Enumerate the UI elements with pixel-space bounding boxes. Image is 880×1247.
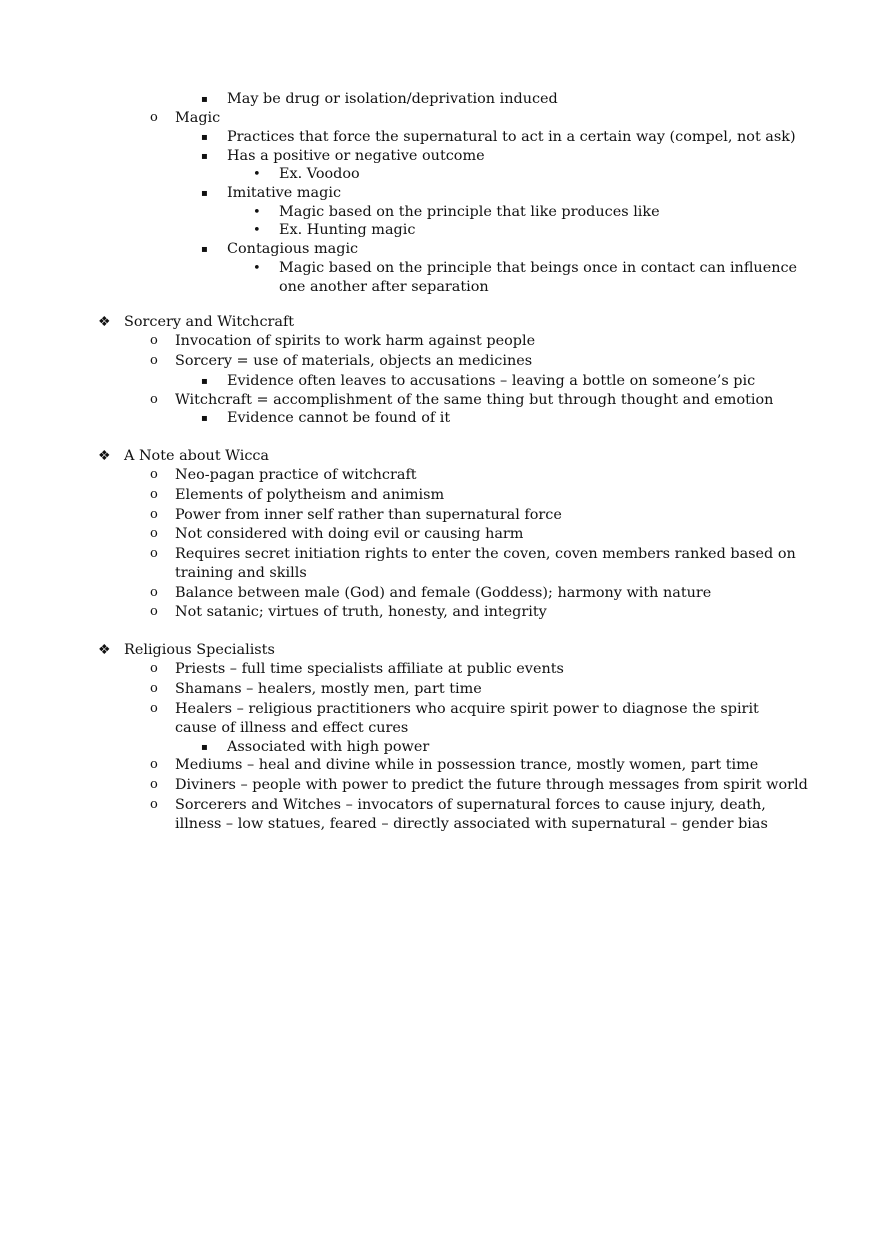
square-bullet-icon: ▪	[201, 413, 208, 424]
circle-bullet-icon: o	[150, 110, 158, 125]
circle-bullet-icon: o	[150, 701, 158, 716]
list-item-text: Diviners – people with power to predict the future through messages from spirit world	[175, 777, 808, 793]
circle-bullet-icon: o	[150, 353, 158, 368]
circle-bullet-icon: o	[150, 681, 158, 696]
square-bullet-icon: ▪	[201, 742, 208, 753]
list-item-text: Priests – full time specialists affiliate at public events	[175, 661, 564, 677]
diamond-bullet-icon: ❖	[98, 314, 111, 330]
list-item-text: May be drug or isolation/deprivation induced	[227, 91, 558, 107]
circle-bullet-icon: o	[150, 661, 158, 676]
section-title: A Note about Wicca	[124, 448, 270, 464]
list-item-text: Contagious magic	[227, 241, 359, 257]
circle-bullet-icon: o	[150, 526, 158, 541]
square-bullet-icon: ▪	[201, 376, 208, 387]
list-item-text: Balance between male (God) and female (Goddess); harmony with nature	[175, 585, 712, 601]
list-item-text: Witchcraft = accomplishment of the same thing but through thought and emotion	[175, 392, 774, 408]
dot-bullet-icon: •	[253, 205, 261, 220]
circle-bullet-icon: o	[150, 333, 158, 348]
circle-bullet-icon: o	[150, 757, 158, 772]
circle-bullet-icon: o	[150, 392, 158, 407]
diamond-bullet-icon: ❖	[98, 642, 111, 658]
list-item-text: Neo-pagan practice of witchcraft	[175, 467, 417, 483]
list-item-text: Power from inner self rather than supernatural force	[175, 507, 562, 523]
square-bullet-icon: ▪	[201, 188, 208, 199]
section-title: Religious Specialists	[124, 642, 275, 658]
list-item-text: Evidence cannot be found of it	[227, 410, 451, 426]
dot-bullet-icon: •	[253, 167, 261, 182]
dot-bullet-icon: •	[253, 223, 261, 238]
list-item-text: Has a positive or negative outcome	[227, 148, 485, 164]
list-item-text: Mediums – heal and divine while in possession trance, mostly women, part time	[175, 757, 759, 773]
list-item-text: Invocation of spirits to work harm against people	[175, 333, 536, 349]
square-bullet-icon: ▪	[201, 244, 208, 255]
list-item-text: Imitative magic	[227, 185, 342, 201]
circle-bullet-icon: o	[150, 546, 158, 561]
circle-bullet-icon: o	[150, 585, 158, 600]
list-item-text: Magic based on the principle that beings once in contact can influence one another after separation	[279, 260, 798, 295]
section-title: Sorcery and Witchcraft	[124, 314, 295, 330]
diamond-bullet-icon: ❖	[98, 448, 111, 464]
square-bullet-icon: ▪	[201, 94, 208, 105]
list-item-text: Magic	[175, 110, 221, 126]
list-item-text: Not satanic; virtues of truth, honesty, and integrity	[175, 604, 547, 620]
square-bullet-icon: ▪	[201, 151, 208, 162]
list-item-text: Ex. Hunting magic	[279, 222, 416, 238]
list-item-text: Magic based on the principle that like produces like	[279, 204, 660, 220]
list-item-text: Elements of polytheism and animism	[175, 487, 445, 503]
list-item-text: Evidence often leaves to accusations – leaving a bottle on someone’s pic	[227, 373, 756, 389]
list-item-text: Practices that force the supernatural to act in a certain way (compel, not ask)	[227, 129, 796, 145]
list-item-text: Not considered with doing evil or causing harm	[175, 526, 524, 542]
circle-bullet-icon: o	[150, 467, 158, 482]
list-item-text: Associated with high power	[227, 739, 430, 755]
circle-bullet-icon: o	[150, 777, 158, 792]
circle-bullet-icon: o	[150, 487, 158, 502]
dot-bullet-icon: •	[253, 261, 261, 276]
list-item-text: Ex. Voodoo	[279, 166, 360, 182]
square-bullet-icon: ▪	[201, 132, 208, 143]
list-item-text: Sorcerers and Witches – invocators of supernatural forces to cause injury, death, illness – low statues, feared – directly associated with supernatural – gender bias	[175, 797, 768, 832]
list-item-text: Shamans – healers, mostly men, part time	[175, 681, 482, 697]
circle-bullet-icon: o	[150, 507, 158, 522]
circle-bullet-icon: o	[150, 604, 158, 619]
list-item-text: Requires secret initiation rights to enter the coven, coven members ranked based on training and skills	[175, 546, 796, 581]
circle-bullet-icon: o	[150, 797, 158, 812]
list-item-text: Healers – religious practitioners who acquire spirit power to diagnose the spirit cause of illness and effect cures	[175, 701, 759, 736]
list-item-text: Sorcery = use of materials, objects an medicines	[175, 353, 533, 369]
